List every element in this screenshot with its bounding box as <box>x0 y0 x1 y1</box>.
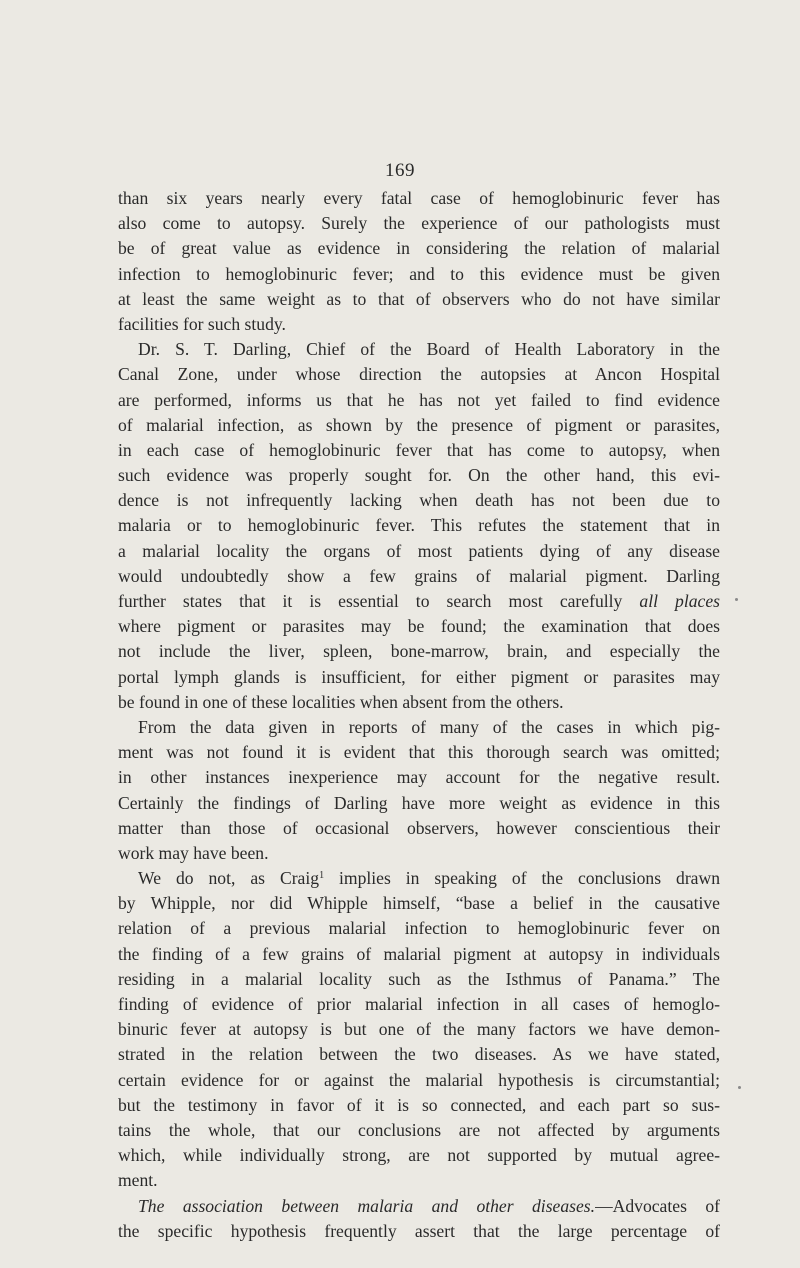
text-line: relation of a previous malarial infection to hemoglobinuric fever on <box>118 918 720 939</box>
text-line: such evidence was properly sought for. On the other hand, this evi- <box>118 465 720 486</box>
text-line: also come to autopsy. Surely the experience of our pathologists must <box>118 213 720 234</box>
text-line: the specific hypothesis frequently assert that the large percentage of <box>118 1220 720 1241</box>
text-line: by Whipple, nor did Whipple himself, “base a belief in the causative <box>118 893 720 914</box>
text-run: implies in speaking of the conclusions drawn <box>339 868 720 889</box>
text-line: than six years nearly every fatal case of hemoglobinuric fever has <box>118 188 720 208</box>
text-run: —Advocates of <box>595 1195 720 1216</box>
text-line: ment was not found it is evident that this thorough search was omitted; <box>118 742 720 763</box>
text-line <box>118 1194 720 1219</box>
text-run: further states that it is essential to search most carefully <box>118 591 623 611</box>
text-line: which, while individually strong, are not supported by mutual agree- <box>118 1145 720 1166</box>
text-line: strated in the relation between the two diseases. As we have stated, <box>118 1044 720 1065</box>
footnote-ref: 1 <box>319 870 325 882</box>
text-line: certain evidence for or against the malarial hypothesis is circumstantial; <box>118 1069 720 1090</box>
text-line: would undoubtedly show a few grains of malarial pigment. Darling <box>118 565 720 586</box>
text-line: the finding of a few grains of malarial pigment at autopsy in individuals <box>118 943 720 964</box>
page-number: 169 <box>385 160 415 181</box>
text-line: From the data given in reports of many of the cases in which pig- <box>138 716 720 737</box>
text-line: in other instances inexperience may account for the negative result. <box>118 767 720 788</box>
text-line: not include the liver, spleen, bone-marrow, brain, and especially the <box>118 641 720 662</box>
text-line: tains the whole, that our conclusions are not affected by arguments <box>118 1119 720 1140</box>
text-line: are performed, informs us that he has not yet failed to find evidence <box>118 389 720 410</box>
text-line: work may have been. <box>118 842 269 863</box>
text-line: where pigment or parasites may be found; the examination that does <box>118 616 720 637</box>
text-line: residing in a malarial locality such as the Isthmus of Panama.” The <box>118 968 720 989</box>
text-line: be of great value as evidence in considering the relation of malarial <box>118 238 720 259</box>
text-line: facilities for such study. <box>118 313 286 334</box>
margin-mark <box>738 1086 741 1089</box>
text-line: at least the same weight as to that of observers who do not have similar <box>118 288 720 309</box>
text-line <box>118 866 720 891</box>
text-line: be found in one of these localities when absent from the others. <box>118 691 564 712</box>
margin-mark <box>735 598 738 601</box>
text-line: dence is not infrequently lacking when death has not been due to <box>118 490 720 511</box>
text-line: matter than those of occasional observers, however conscientious their <box>118 817 720 838</box>
text-line: malaria or to hemoglobinuric fever. This refutes the statement that in <box>118 515 720 536</box>
emphasis-text: all places <box>639 591 720 611</box>
text-line: portal lymph glands is insufficient, for either pigment or parasites may <box>118 666 720 687</box>
text-line: but the testimony in favor of it is so connected, and each part so sus- <box>118 1094 720 1115</box>
text-line: in each case of hemoglobinuric fever that has come to autopsy, when <box>118 439 720 460</box>
text-run: We do not, as Craig <box>138 868 320 889</box>
text-line: infection to hemoglobinuric fever; and to this evidence must be given <box>118 263 720 284</box>
text-line: Canal Zone, under whose direction the autopsies at Ancon Hospital <box>118 364 720 385</box>
body-text <box>118 186 720 1244</box>
text-line: Certainly the findings of Darling have more weight as evidence in this <box>118 792 720 813</box>
text-line: ment. <box>118 1170 158 1191</box>
text-line: a malarial locality the organs of most patients dying of any disease <box>118 540 720 561</box>
text-line: binuric fever at autopsy is but one of the many factors we have demon- <box>118 1019 720 1040</box>
text-line: of malarial infection, as shown by the presence of pigment or parasites, <box>118 414 720 435</box>
text-line <box>118 589 720 614</box>
text-line: finding of evidence of prior malarial infection in all cases of hemoglo- <box>118 994 720 1014</box>
section-heading: The association between malaria and other diseases. <box>138 1195 596 1216</box>
text-line: Dr. S. T. Darling, Chief of the Board of Health Laboratory in the <box>138 339 720 360</box>
